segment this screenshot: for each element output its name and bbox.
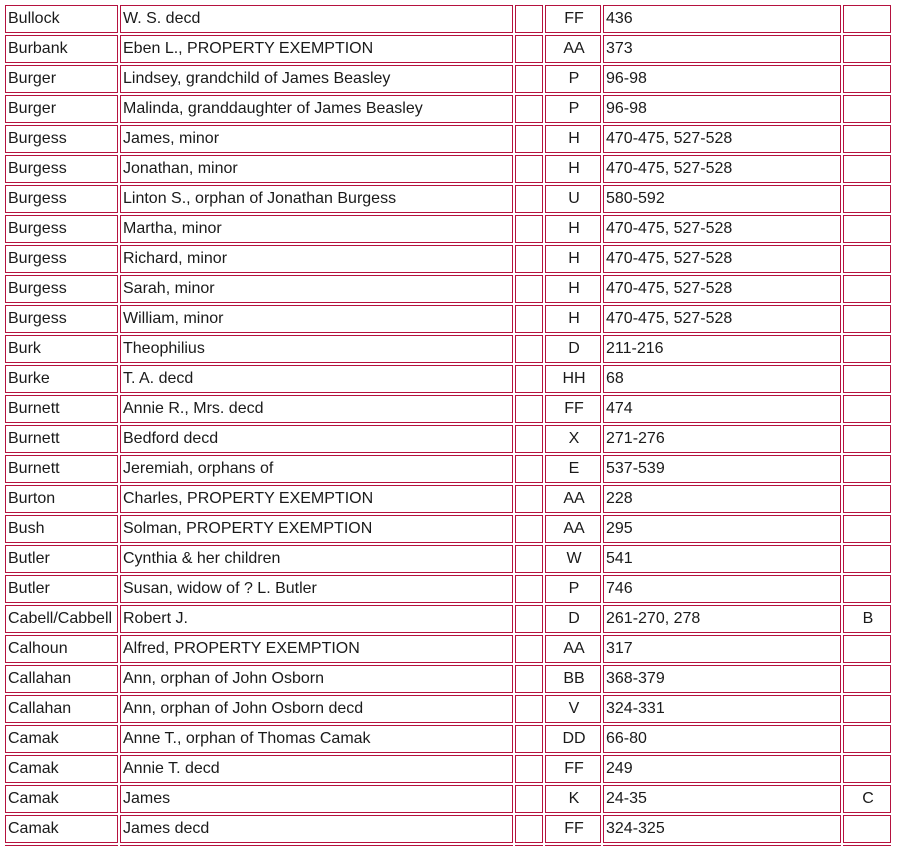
pages-cell: 436 xyxy=(603,5,841,33)
table-row xyxy=(5,335,891,363)
note-cell xyxy=(843,815,891,843)
pages-cell: 470-475, 527-528 xyxy=(603,125,841,153)
blank-cell xyxy=(515,575,543,603)
blank-cell xyxy=(515,635,543,663)
book-cell: K xyxy=(545,785,601,813)
given-name-cell: Robert J. xyxy=(120,605,513,633)
book-cell: FF xyxy=(545,815,601,843)
book-cell: E xyxy=(545,455,601,483)
note-cell xyxy=(843,155,891,183)
surname-cell: Burgess xyxy=(5,305,118,333)
surname-cell: Bullock xyxy=(5,5,118,33)
blank-cell xyxy=(515,65,543,93)
given-name-cell: Ann, orphan of John Osborn decd xyxy=(120,695,513,723)
book-cell: H xyxy=(545,275,601,303)
note-cell xyxy=(843,335,891,363)
blank-cell xyxy=(515,305,543,333)
note-cell xyxy=(843,65,891,93)
pages-cell: 324-325 xyxy=(603,815,841,843)
given-name-cell: Bedford decd xyxy=(120,425,513,453)
note-cell xyxy=(843,755,891,783)
book-cell: U xyxy=(545,185,601,213)
pages-cell: 470-475, 527-528 xyxy=(603,155,841,183)
book-cell: FF xyxy=(545,755,601,783)
given-name-cell: W. S. decd xyxy=(120,5,513,33)
blank-cell xyxy=(515,245,543,273)
book-cell: W xyxy=(545,545,601,573)
book-cell: DD xyxy=(545,725,601,753)
pages-cell: 68 xyxy=(603,365,841,393)
note-cell xyxy=(843,5,891,33)
blank-cell xyxy=(515,335,543,363)
pages-cell: 373 xyxy=(603,35,841,63)
blank-cell xyxy=(515,35,543,63)
given-name-cell: Annie R., Mrs. decd xyxy=(120,395,513,423)
note-cell xyxy=(843,695,891,723)
surname-cell: Burger xyxy=(5,65,118,93)
blank-cell xyxy=(515,545,543,573)
table-row xyxy=(5,365,891,393)
surname-cell: Burgess xyxy=(5,155,118,183)
blank-cell xyxy=(515,815,543,843)
table-row xyxy=(5,185,891,213)
surname-cell: Camak xyxy=(5,815,118,843)
note-cell xyxy=(843,725,891,753)
note-cell xyxy=(843,455,891,483)
pages-cell: 295 xyxy=(603,515,841,543)
surname-cell: Camak xyxy=(5,755,118,783)
book-cell: FF xyxy=(545,5,601,33)
records-body xyxy=(5,5,891,846)
table-row xyxy=(5,245,891,273)
table-row xyxy=(5,5,891,33)
pages-cell: 746 xyxy=(603,575,841,603)
table-row xyxy=(5,665,891,693)
given-name-cell: T. A. decd xyxy=(120,365,513,393)
given-name-cell: Sarah, minor xyxy=(120,275,513,303)
blank-cell xyxy=(515,725,543,753)
book-cell: P xyxy=(545,65,601,93)
surname-cell: Burger xyxy=(5,95,118,123)
table-row xyxy=(5,545,891,573)
table-row xyxy=(5,35,891,63)
note-cell xyxy=(843,185,891,213)
book-cell: AA xyxy=(545,485,601,513)
table-row xyxy=(5,395,891,423)
book-cell: AA xyxy=(545,635,601,663)
book-cell: AA xyxy=(545,35,601,63)
given-name-cell: Susan, widow of ? L. Butler xyxy=(120,575,513,603)
blank-cell xyxy=(515,665,543,693)
table-row xyxy=(5,275,891,303)
pages-cell: 470-475, 527-528 xyxy=(603,245,841,273)
given-name-cell: James decd xyxy=(120,815,513,843)
surname-cell: Burbank xyxy=(5,35,118,63)
blank-cell xyxy=(515,185,543,213)
pages-cell: 317 xyxy=(603,635,841,663)
given-name-cell: Linton S., orphan of Jonathan Burgess xyxy=(120,185,513,213)
note-cell xyxy=(843,425,891,453)
blank-cell xyxy=(515,215,543,243)
surname-cell: Burton xyxy=(5,485,118,513)
pages-cell: 474 xyxy=(603,395,841,423)
book-cell: X xyxy=(545,425,601,453)
blank-cell xyxy=(515,95,543,123)
blank-cell xyxy=(515,5,543,33)
given-name-cell: Malinda, granddaughter of James Beasley xyxy=(120,95,513,123)
pages-cell: 537-539 xyxy=(603,455,841,483)
blank-cell xyxy=(515,395,543,423)
given-name-cell: Eben L., PROPERTY EXEMPTION xyxy=(120,35,513,63)
pages-cell: 24-35 xyxy=(603,785,841,813)
table-row xyxy=(5,605,891,633)
pages-cell: 96-98 xyxy=(603,95,841,123)
pages-cell: 368-379 xyxy=(603,665,841,693)
surname-cell: Butler xyxy=(5,575,118,603)
book-cell: H xyxy=(545,305,601,333)
note-cell xyxy=(843,545,891,573)
book-cell: V xyxy=(545,695,601,723)
pages-cell: 96-98 xyxy=(603,65,841,93)
book-cell: P xyxy=(545,575,601,603)
table-row xyxy=(5,455,891,483)
book-cell: D xyxy=(545,335,601,363)
note-cell xyxy=(843,635,891,663)
records-table xyxy=(3,3,893,846)
book-cell: AA xyxy=(545,515,601,543)
note-cell xyxy=(843,365,891,393)
table-row xyxy=(5,575,891,603)
pages-cell: 271-276 xyxy=(603,425,841,453)
book-cell: H xyxy=(545,155,601,183)
given-name-cell: Ann, orphan of John Osborn xyxy=(120,665,513,693)
table-row xyxy=(5,815,891,843)
note-cell xyxy=(843,35,891,63)
blank-cell xyxy=(515,125,543,153)
book-cell: BB xyxy=(545,665,601,693)
surname-cell: Callahan xyxy=(5,695,118,723)
surname-cell: Camak xyxy=(5,725,118,753)
blank-cell xyxy=(515,425,543,453)
given-name-cell: William, minor xyxy=(120,305,513,333)
note-cell xyxy=(843,515,891,543)
table-row xyxy=(5,515,891,543)
pages-cell: 580-592 xyxy=(603,185,841,213)
surname-cell: Burgess xyxy=(5,245,118,273)
given-name-cell: Theophilius xyxy=(120,335,513,363)
given-name-cell: Anne T., orphan of Thomas Camak xyxy=(120,725,513,753)
pages-cell: 541 xyxy=(603,545,841,573)
note-cell xyxy=(843,485,891,513)
blank-cell xyxy=(515,695,543,723)
note-cell xyxy=(843,575,891,603)
blank-cell xyxy=(515,605,543,633)
surname-cell: Cabell/Cabbell xyxy=(5,605,118,633)
pages-cell: 324-331 xyxy=(603,695,841,723)
table-row xyxy=(5,635,891,663)
given-name-cell: Jeremiah, orphans of xyxy=(120,455,513,483)
given-name-cell: Solman, PROPERTY EXEMPTION xyxy=(120,515,513,543)
blank-cell xyxy=(515,275,543,303)
book-cell: P xyxy=(545,95,601,123)
table-row xyxy=(5,785,891,813)
table-row xyxy=(5,95,891,123)
blank-cell xyxy=(515,485,543,513)
pages-cell: 228 xyxy=(603,485,841,513)
table-row xyxy=(5,215,891,243)
blank-cell xyxy=(515,785,543,813)
note-cell xyxy=(843,275,891,303)
pages-cell: 261-270, 278 xyxy=(603,605,841,633)
surname-cell: Burgess xyxy=(5,215,118,243)
surname-cell: Burnett xyxy=(5,395,118,423)
table-row xyxy=(5,125,891,153)
book-cell: FF xyxy=(545,395,601,423)
surname-cell: Burke xyxy=(5,365,118,393)
given-name-cell: Richard, minor xyxy=(120,245,513,273)
table-row xyxy=(5,155,891,183)
pages-cell: 66-80 xyxy=(603,725,841,753)
surname-cell: Burgess xyxy=(5,275,118,303)
table-row xyxy=(5,65,891,93)
book-cell: H xyxy=(545,125,601,153)
surname-cell: Burgess xyxy=(5,125,118,153)
given-name-cell: Annie T. decd xyxy=(120,755,513,783)
table-row xyxy=(5,425,891,453)
given-name-cell: Charles, PROPERTY EXEMPTION xyxy=(120,485,513,513)
given-name-cell: James xyxy=(120,785,513,813)
note-cell xyxy=(843,665,891,693)
surname-cell: Bush xyxy=(5,515,118,543)
table-row xyxy=(5,695,891,723)
pages-cell: 470-475, 527-528 xyxy=(603,215,841,243)
pages-cell: 249 xyxy=(603,755,841,783)
note-cell xyxy=(843,125,891,153)
given-name-cell: Alfred, PROPERTY EXEMPTION xyxy=(120,635,513,663)
pages-cell: 211-216 xyxy=(603,335,841,363)
blank-cell xyxy=(515,155,543,183)
note-cell xyxy=(843,305,891,333)
surname-cell: Burgess xyxy=(5,185,118,213)
note-cell: C xyxy=(843,785,891,813)
given-name-cell: Cynthia & her children xyxy=(120,545,513,573)
book-cell: H xyxy=(545,245,601,273)
surname-cell: Butler xyxy=(5,545,118,573)
given-name-cell: Jonathan, minor xyxy=(120,155,513,183)
table-row xyxy=(5,485,891,513)
note-cell xyxy=(843,95,891,123)
surname-cell: Callahan xyxy=(5,665,118,693)
surname-cell: Burnett xyxy=(5,425,118,453)
book-cell: H xyxy=(545,215,601,243)
blank-cell xyxy=(515,455,543,483)
note-cell xyxy=(843,395,891,423)
surname-cell: Camak xyxy=(5,785,118,813)
surname-cell: Burnett xyxy=(5,455,118,483)
note-cell xyxy=(843,215,891,243)
table-row xyxy=(5,725,891,753)
given-name-cell: Martha, minor xyxy=(120,215,513,243)
note-cell: B xyxy=(843,605,891,633)
surname-cell: Calhoun xyxy=(5,635,118,663)
book-cell: D xyxy=(545,605,601,633)
note-cell xyxy=(843,245,891,273)
surname-cell: Burk xyxy=(5,335,118,363)
pages-cell: 470-475, 527-528 xyxy=(603,305,841,333)
given-name-cell: James, minor xyxy=(120,125,513,153)
blank-cell xyxy=(515,755,543,783)
blank-cell xyxy=(515,365,543,393)
book-cell: HH xyxy=(545,365,601,393)
pages-cell: 470-475, 527-528 xyxy=(603,275,841,303)
table-row xyxy=(5,305,891,333)
table-row xyxy=(5,755,891,783)
given-name-cell: Lindsey, grandchild of James Beasley xyxy=(120,65,513,93)
blank-cell xyxy=(515,515,543,543)
